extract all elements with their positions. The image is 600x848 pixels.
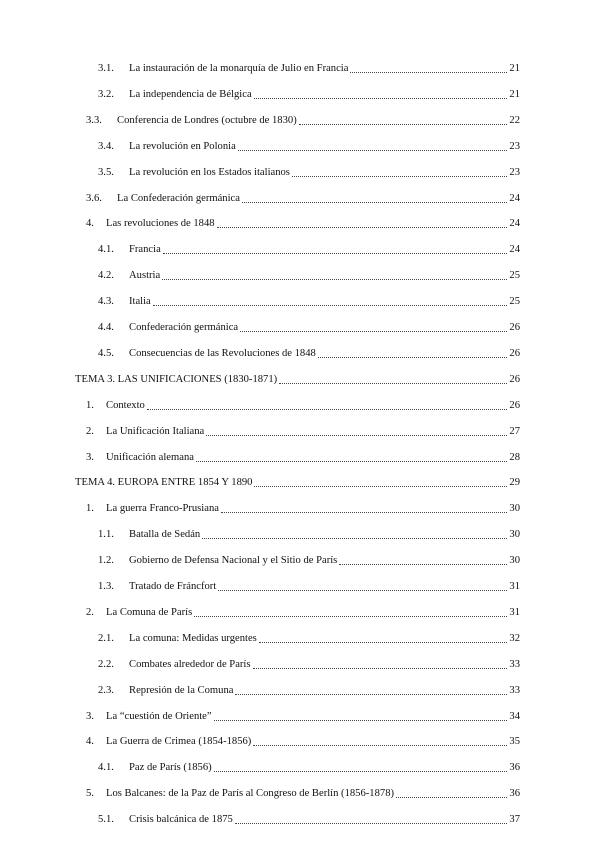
toc-entry-page-number: 27 — [509, 425, 520, 437]
dot-leader — [242, 202, 507, 203]
dot-leader — [221, 512, 507, 513]
dot-leader — [214, 720, 508, 721]
toc-entry-number: 3. — [86, 451, 94, 463]
toc-entry[interactable] — [86, 502, 520, 516]
dot-leader — [339, 564, 507, 565]
toc-entry-number: 3.5. — [98, 166, 114, 178]
toc-entry-number: 1. — [86, 399, 94, 411]
toc-entry-page-number: 25 — [509, 270, 520, 282]
toc-entry-number: 1.1. — [98, 529, 114, 541]
toc-entry[interactable] — [86, 710, 520, 724]
toc-entry[interactable] — [86, 114, 520, 128]
toc-entry-title: La comuna: Medidas urgentes — [129, 632, 257, 644]
toc-entry-title: Confederación germánica — [129, 322, 239, 333]
dot-leader — [299, 124, 508, 125]
toc-entry-page-number: 23 — [509, 140, 520, 152]
toc-entry-number: 2.2. — [98, 658, 114, 670]
toc-entry-page-number: 31 — [509, 606, 520, 618]
toc-entry-page-number: 34 — [509, 710, 520, 722]
toc-entry-page-number: 21 — [509, 88, 520, 100]
toc-entry-page-number: 31 — [509, 581, 520, 592]
toc-entry-number: 4.4. — [98, 322, 114, 333]
toc-entry[interactable] — [98, 243, 520, 257]
toc-entry-title: Unificación alemana — [106, 451, 194, 463]
toc-entry-number: 2.1. — [98, 632, 114, 644]
toc-entry-page-number: 33 — [509, 658, 520, 670]
dot-leader — [235, 823, 508, 824]
toc-entry-title: Contexto — [106, 399, 145, 411]
dot-leader — [217, 227, 508, 228]
dot-leader — [214, 771, 508, 772]
dot-leader — [318, 357, 508, 358]
dot-leader — [259, 642, 508, 643]
toc-entry-title: La Guerra de Crimea (1854-1856) — [106, 736, 252, 748]
toc-entry-page-number: 26 — [509, 399, 520, 411]
toc-entry-number: 3. — [86, 710, 94, 722]
toc-entry[interactable] — [98, 528, 520, 542]
toc-entry-page-number: 26 — [509, 373, 520, 385]
toc-entry[interactable] — [98, 632, 520, 646]
toc-entry[interactable] — [98, 295, 520, 309]
toc-entry-page-number: 22 — [509, 114, 520, 126]
toc-entry-number: 4. — [86, 218, 94, 230]
dot-leader — [206, 435, 507, 436]
toc-entry-title: Represión de la Comuna — [129, 684, 234, 696]
toc-entry-number: 2. — [86, 606, 94, 618]
toc-entry-title: La Comuna de París — [106, 606, 193, 618]
dot-leader — [253, 668, 508, 669]
toc-entry-title: Los Balcanes: de la Paz de París al Congreso de Berlín (1856-1878) — [106, 788, 395, 800]
toc-entry-number: 3.2. — [98, 88, 114, 100]
toc-entry-title: Crisis balcánica de 1875 — [129, 814, 233, 826]
toc-entry-number: 3.4. — [98, 140, 114, 152]
toc-entry[interactable] — [86, 787, 520, 801]
dot-leader — [235, 694, 507, 695]
toc-entry[interactable] — [98, 321, 520, 335]
toc-entry[interactable] — [98, 684, 520, 698]
dot-leader — [153, 305, 508, 306]
toc-entry[interactable] — [98, 62, 520, 76]
toc-entry-title: La instauración de la monarquía de Julio en Francia — [129, 63, 349, 74]
dot-leader — [162, 279, 507, 280]
dot-leader — [254, 98, 508, 99]
dot-leader — [240, 331, 507, 332]
toc-entry-title: Las revoluciones de 1848 — [106, 218, 215, 230]
toc-entry[interactable] — [98, 580, 520, 594]
toc-entry[interactable] — [86, 425, 520, 439]
toc-entry-title: La revolución en Polonia — [129, 140, 236, 152]
dot-leader — [147, 409, 508, 410]
toc-entry-page-number: 26 — [509, 322, 520, 333]
toc-entry-title: Consecuencias de las Revoluciones de 1848 — [129, 347, 316, 359]
dot-leader — [194, 616, 507, 617]
toc-entry[interactable] — [98, 347, 520, 361]
toc-entry-number: 1.3. — [98, 581, 114, 592]
toc-entry-title: Francia — [129, 244, 161, 256]
toc-entry-number: 4.2. — [98, 270, 114, 282]
toc-entry-page-number: 25 — [509, 296, 520, 308]
toc-entry-title: Italia — [129, 296, 151, 308]
toc-entry[interactable] — [98, 269, 520, 283]
toc-entry[interactable] — [98, 658, 520, 672]
toc-entry[interactable] — [98, 140, 520, 154]
dot-leader — [196, 461, 507, 462]
toc-entry[interactable] — [86, 451, 520, 465]
toc-entry-title: Austria — [129, 270, 161, 282]
toc-entry-page-number: 24 — [509, 244, 520, 256]
toc-entry-title: TEMA 4. EUROPA ENTRE 1854 Y 1890 — [75, 477, 253, 489]
dot-leader — [254, 486, 507, 487]
dot-leader — [202, 538, 507, 539]
dot-leader — [279, 383, 507, 384]
toc-entry-page-number: 23 — [509, 166, 520, 178]
toc-entry-page-number: 24 — [509, 218, 520, 230]
toc-entry-page-number: 30 — [509, 529, 520, 541]
toc-entry-number: 4.3. — [98, 296, 114, 308]
toc-entry[interactable] — [86, 217, 520, 231]
toc-entry[interactable] — [98, 813, 520, 827]
toc-entry-number: 1. — [86, 503, 94, 515]
toc-entry-title: La guerra Franco-Prusiana — [106, 503, 219, 515]
toc-entry-number: 3.3. — [86, 114, 102, 126]
toc-entry-page-number: 26 — [509, 347, 520, 359]
toc-entry-number: 4.1. — [98, 762, 114, 774]
toc-entry-title: Batalla de Sedán — [129, 529, 201, 541]
dot-leader — [218, 590, 507, 591]
toc-entry-number: 5.1. — [98, 814, 114, 826]
toc-entry-page-number: 21 — [509, 63, 520, 74]
toc-entry-title: La revolución en los Estados italianos — [129, 166, 290, 178]
toc-entry[interactable] — [98, 166, 520, 180]
toc-entry-number: 4.5. — [98, 347, 114, 359]
toc-entry-number: 3.1. — [98, 63, 114, 74]
toc-entry-page-number: 35 — [509, 736, 520, 748]
toc-entry[interactable] — [86, 399, 520, 413]
dot-leader — [292, 176, 507, 177]
toc-entry[interactable] — [75, 373, 520, 387]
toc-entry-page-number: 24 — [509, 192, 520, 204]
toc-entry-title: La Confederación germánica — [117, 192, 240, 204]
toc-entry-page-number: 36 — [509, 788, 520, 800]
dot-leader — [253, 745, 507, 746]
toc-entry[interactable] — [86, 192, 520, 206]
toc-entry-title: La independencia de Bélgica — [129, 88, 252, 100]
toc-entry-number: 4. — [86, 736, 94, 748]
toc-entry[interactable] — [86, 735, 520, 749]
dot-leader — [350, 72, 507, 73]
dot-leader — [396, 797, 507, 798]
toc-entry[interactable] — [75, 476, 520, 490]
toc-entry-number: 2. — [86, 425, 94, 437]
toc-entry-page-number: 32 — [509, 632, 520, 644]
toc-entry[interactable] — [98, 761, 520, 775]
toc-entry-page-number: 36 — [509, 762, 520, 774]
toc-entry-number: 5. — [86, 788, 94, 800]
toc-entry-number: 3.6. — [86, 192, 102, 204]
toc-entry-number: 4.1. — [98, 244, 114, 256]
toc-entry-title: TEMA 3. LAS UNIFICACIONES (1830-1871) — [75, 373, 278, 385]
toc-entry-number: 2.3. — [98, 684, 114, 696]
toc-entry-number: 1.2. — [98, 555, 114, 567]
toc-entry-title: La Unificación Italiana — [106, 425, 205, 437]
dot-leader — [238, 150, 508, 151]
toc-entry-title: Conferencia de Londres (octubre de 1830) — [117, 114, 297, 126]
toc-entry[interactable] — [98, 88, 520, 102]
toc-entry-title: Paz de París (1856) — [129, 762, 212, 774]
toc-entry-page-number: 33 — [509, 684, 520, 696]
toc-entry-page-number: 29 — [509, 477, 520, 489]
toc-entry-page-number: 37 — [509, 814, 520, 826]
toc-entry-title: Tratado de Fráncfort — [129, 581, 217, 592]
toc-entry-page-number: 28 — [509, 451, 520, 463]
toc-entry-title: La “cuestión de Oriente” — [106, 710, 212, 722]
toc-entry[interactable] — [86, 606, 520, 620]
toc-entry-page-number: 30 — [509, 555, 520, 567]
toc-entry-page-number: 30 — [509, 503, 520, 515]
toc-entry[interactable] — [98, 554, 520, 568]
toc-entry-title: Combates alrededor de París — [129, 658, 251, 670]
toc-entry-title: Gobierno de Defensa Nacional y el Sitio de París — [129, 555, 338, 567]
dot-leader — [163, 253, 508, 254]
